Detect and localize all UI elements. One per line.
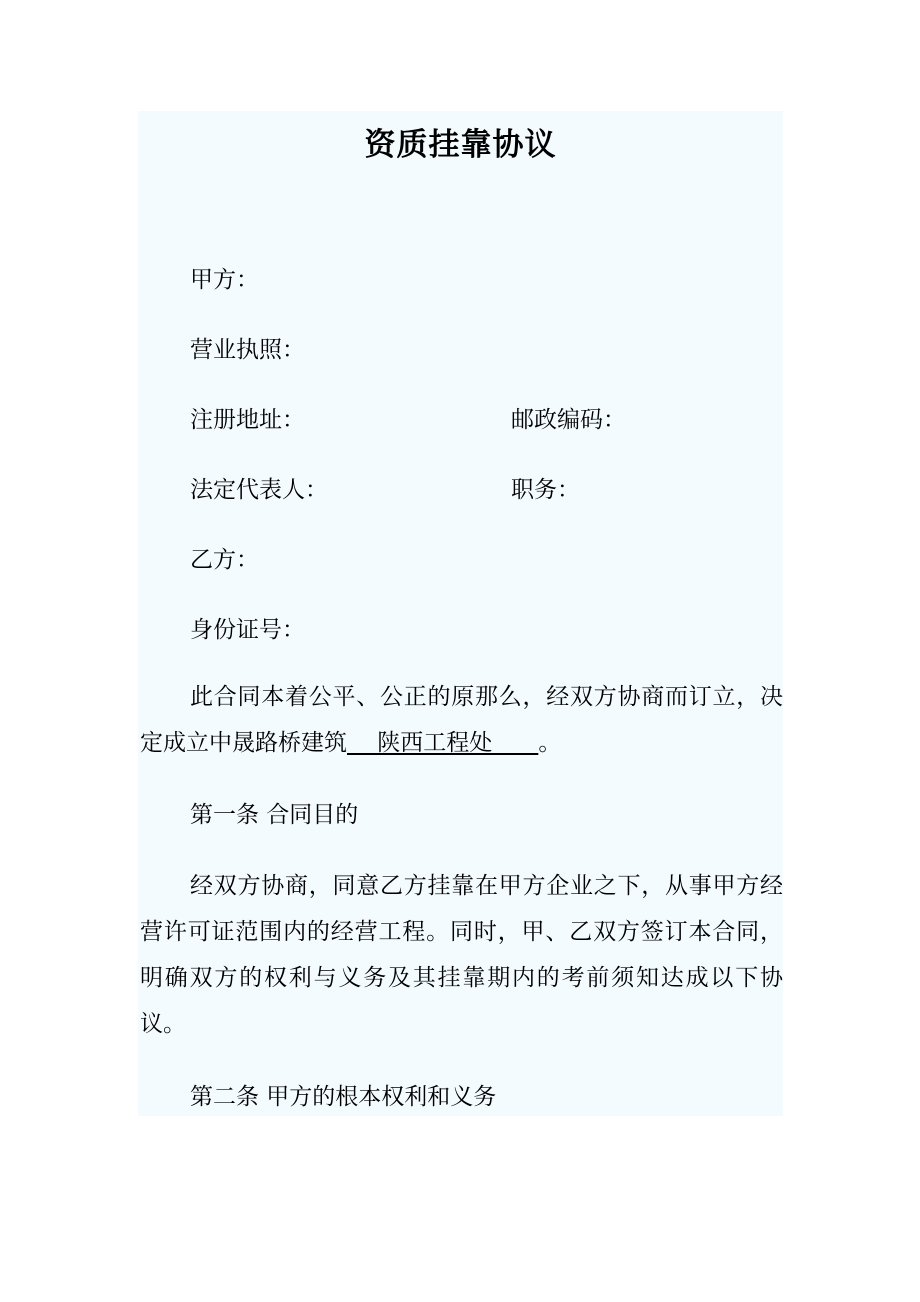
intro-paragraph xyxy=(140,674,783,766)
document-title: 资质挂靠协议 xyxy=(364,127,557,163)
article-1-heading: 第一条 合同目的 xyxy=(190,802,359,828)
business-license-label: 营业执照： xyxy=(190,337,305,363)
intro-underlined-blank: 陕西工程处 xyxy=(347,730,539,756)
party-b-label: 乙方： xyxy=(190,547,259,573)
document-body xyxy=(138,111,783,1116)
registered-address-label: 注册地址： xyxy=(190,407,305,433)
intro-end: 。 xyxy=(538,730,562,756)
article-1-paragraph: 经双方协商，同意乙方挂靠在甲方企业之下，从事甲方经营许可证范围内的经营工程。同时，甲、乙双方签订本合同，明确双方的权利与义务及其挂靠期内的考前须知达成以下协议。 xyxy=(140,873,783,1037)
party-a-label: 甲方： xyxy=(190,267,259,293)
article-2-heading: 第二条 甲方的根本权利和义务 xyxy=(190,1084,497,1110)
id-number-label: 身份证号： xyxy=(190,617,305,643)
postal-code-label: 邮政编码： xyxy=(511,407,626,433)
intro-text: 此合同本着公平、公正的原那么，经双方协商而订立，决定成立中晟路桥建筑 xyxy=(140,684,783,756)
legal-representative-label: 法定代表人： xyxy=(190,477,328,503)
position-label: 职务： xyxy=(511,477,580,503)
